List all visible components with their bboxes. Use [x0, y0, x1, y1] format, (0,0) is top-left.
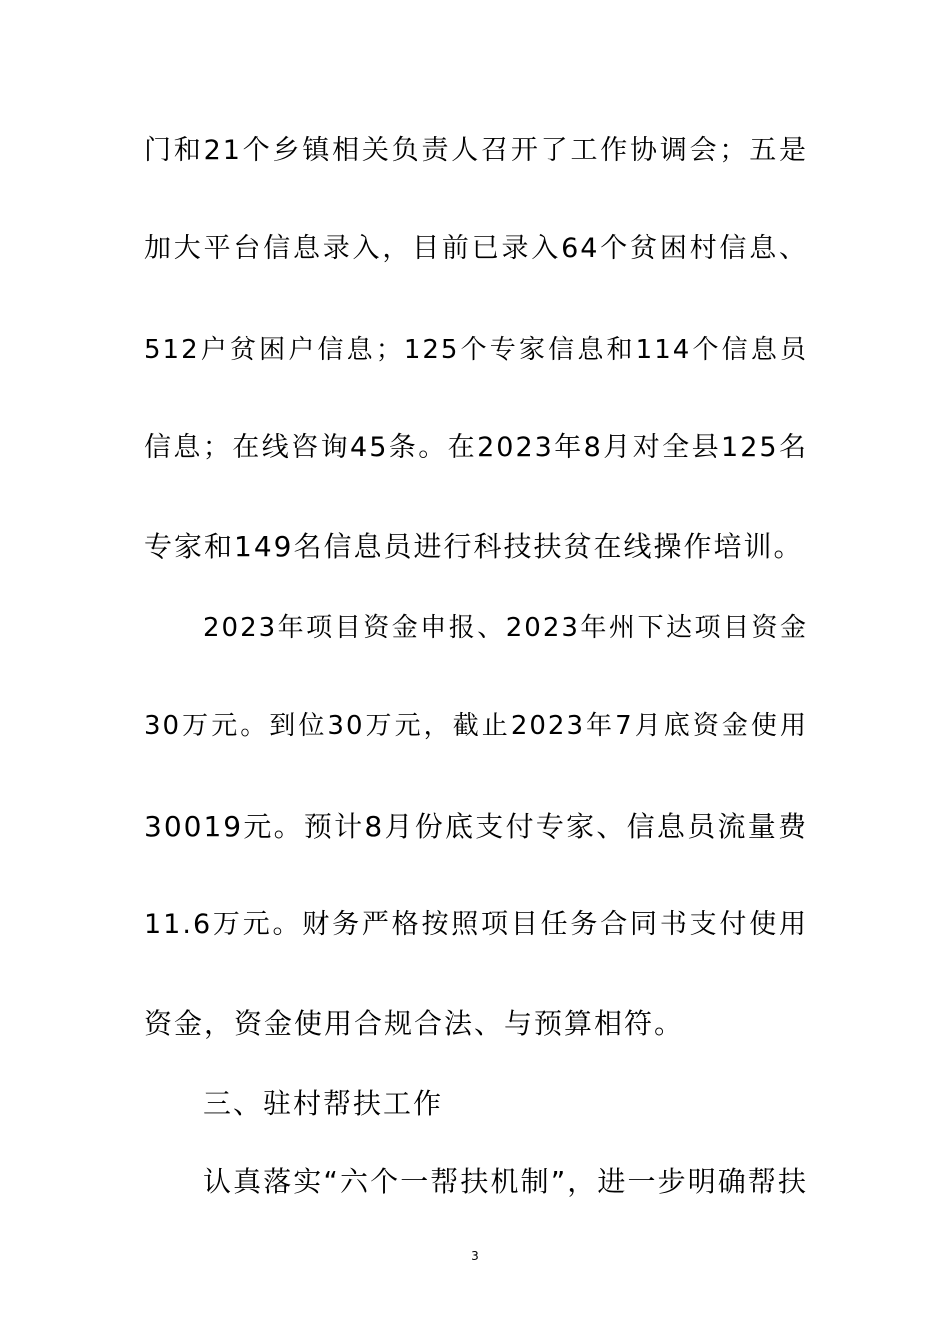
page-number: 3: [471, 1249, 479, 1263]
text-line-5: 专家和149名信息员进行科技扶贫在线操作培训。: [144, 530, 804, 563]
text-line-3: 512户贫困户信息；125个专家信息和114个信息员: [144, 335, 808, 365]
text-line-6: 2023年项目资金申报、2023年州下达项目资金: [203, 613, 808, 643]
text-line-10: 资金，资金使用合规合法、与预算相符。: [144, 1007, 685, 1040]
text-line-4: 信息；在线咨询45条。在2023年8月对全县125名: [144, 432, 808, 463]
text-line-7: 30万元。到位30万元，截止2023年7月底资金使用: [144, 711, 808, 741]
text-line-8: 30019元。预计8月份底支付专家、信息员流量费: [144, 810, 808, 843]
text-line-12: 认真落实“六个一帮扶机制”，进一步明确帮扶: [203, 1165, 808, 1198]
text-line-9: 11.6万元。财务严格按照项目任务合同书支付使用: [144, 909, 808, 940]
text-line-1: 门和21个乡镇相关负责人召开了工作协调会；五是: [144, 135, 808, 166]
section-heading: 三、驻村帮扶工作: [203, 1087, 444, 1120]
text-line-2: 加大平台信息录入，目前已录入64个贫困村信息、: [144, 233, 808, 264]
